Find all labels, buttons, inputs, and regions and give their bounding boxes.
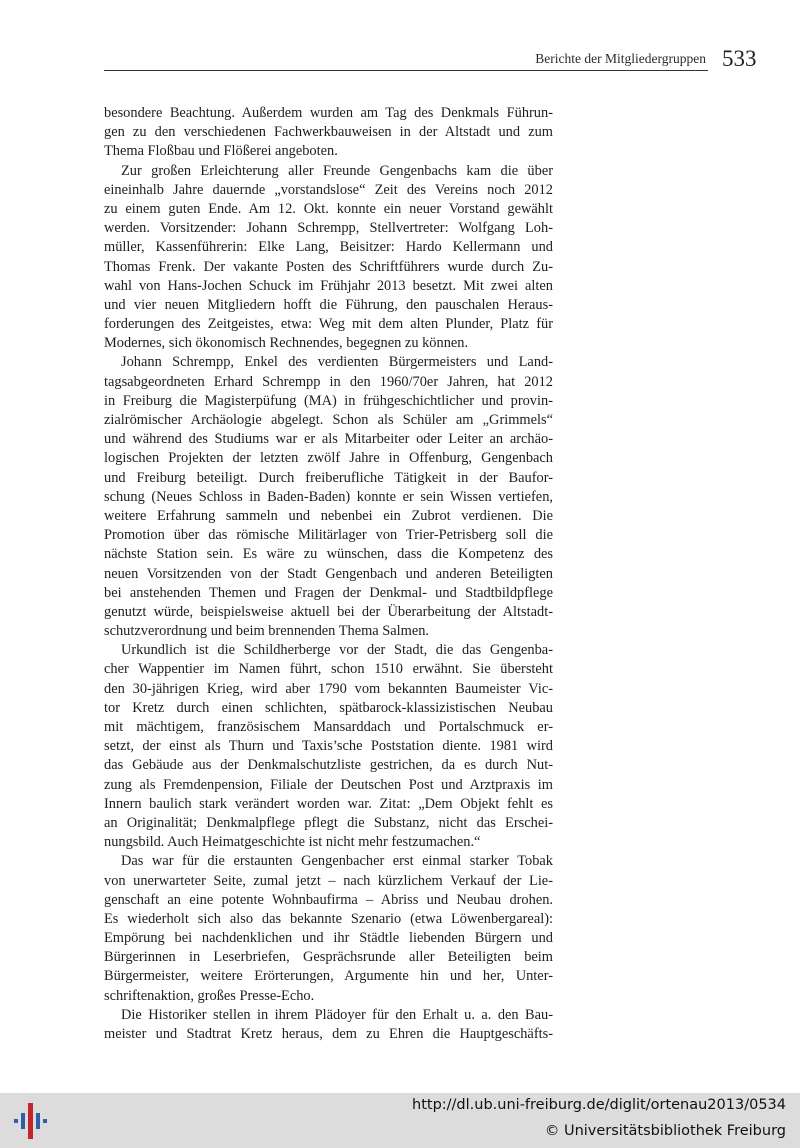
text-line: genutzt würde, beispielsweise aktuell bei der Überarbeitung der Altstadt-: [104, 603, 553, 620]
running-head: Berichte der Mitgliedergruppen: [535, 51, 706, 66]
body-text: [104, 104, 553, 1044]
footer-url-link[interactable]: http://dl.ub.uni-freiburg.de/diglit/ortenau2013/0534: [412, 1097, 786, 1113]
text-line: und während des Studiums war er als Mitarbeiter oder Leiter an archäo-: [104, 431, 553, 448]
ub-freiburg-logo-icon: [12, 1101, 52, 1141]
text-line: Empörung bei nachdenklichen und ihr Städtle liebenden Bürgern und: [104, 930, 553, 947]
text-line: zialrömischer Archäologie abgelegt. Schon als Schüler am „Grimmels“: [104, 412, 553, 428]
text-line: Die Historiker stellen in ihrem Plädoyer für den Erhalt u. a. den Bau-: [121, 1006, 553, 1023]
text-line: Das war für die erstaunten Gengenbacher erst einmal starker Tobak: [121, 853, 553, 870]
text-line: mit mächtigem, französischem Mansarddach und Portalschmuck er-: [104, 719, 553, 735]
text-line: Johann Schrempp, Enkel des verdienten Bürgermeisters und Land-: [121, 354, 553, 371]
text-line: werden. Vorsitzender: Johann Schrempp, Stellvertreter: Wolfgang Loh-: [104, 220, 553, 237]
text-line: eineinhalb Jahre dauernde „vorstandslose“ Zeit des Vereins noch 2012: [104, 181, 553, 198]
footer-copyright: © Universitätsbibliothek Freiburg: [544, 1123, 786, 1139]
text-line: und vier neuen Mitgliedern hofft die Führung, den pauschalen Heraus-: [104, 296, 553, 313]
text-line: müller, Kassenführerin: Elke Lang, Beisitzer: Hardo Kellermann und: [104, 239, 553, 256]
header-rule: [104, 70, 708, 71]
text-line: Bürgermeister, weitere Erörterungen, Argumente hin und her, Unter-: [104, 968, 553, 985]
text-line: an Originalität; Denkmalpflege pflegt die Substanz, nicht das Erschei-: [104, 814, 553, 831]
text-line: tor Kretz durch einen schlichten, spätbarock-klassizistischen Neubau: [104, 699, 553, 716]
text-line: nächste Station sein. Es wäre zu wünschen, dass die Kompetenz des: [104, 546, 553, 563]
page-number: 533: [722, 46, 757, 71]
text-line: tagsabgeordneten Erhard Schrempp in den 1960/70er Jahren, hat 2012: [104, 373, 553, 390]
text-line: Innern baulich stark verändert worden war. Zitat: „Dem Objekt fehlt es: [104, 795, 553, 812]
text-line: zung als Fremdenpension, Filiale der Deutschen Post und Arztpraxis im: [104, 776, 553, 793]
text-line: setzt, der einst als Thurn und Taxis’sche Poststation diente. 1981 wird: [104, 738, 553, 755]
text-line: schung (Neues Schloss in Baden-Baden) konnte er sein Wissen vertiefen,: [104, 488, 553, 505]
text-line: Zur großen Erleichterung aller Freunde Gengenbachs kam die über: [121, 162, 553, 179]
text-line: schriftenaktion, großes Presse-Echo.: [104, 987, 315, 1004]
text-line: Urkundlich ist die Schildherberge vor der Stadt, die das Gengenba-: [121, 642, 553, 659]
text-line: Bürgerinnen in Leserbriefen, Gesprächsrunde aller Beteiligten beim: [104, 949, 553, 966]
text-line: gen zu den verschiedenen Fachwerkbauweisen in der Altstadt und zum: [104, 124, 553, 141]
text-line: bei anstehenden Themen und Fragen der Denkmal- und Stadtbildpflege: [104, 584, 553, 601]
text-line: schutzverordnung und beim brennenden Thema Salmen.: [104, 623, 430, 640]
text-line: nungsbild. Auch Heimatgeschichte ist nicht mehr festzumachen.“: [104, 834, 481, 851]
text-line: meister und Stadtrat Kretz heraus, dem zu Ehren die Hauptgeschäfts-: [104, 1026, 553, 1042]
text-line: Es wiederholt sich also das bekannte Szenario (etwa Löwenbergareal):: [104, 910, 553, 927]
text-line: Promotion über das römische Militärlager von Trier-Petrisberg soll die: [104, 527, 553, 544]
text-line: logischen Projekten der letzten zwölf Jahre in Offenburg, Gengenbach: [104, 450, 553, 467]
text-line: forderungen des Zeitgeistes, etwa: Weg mit dem alten Plunder, Platz für: [104, 316, 553, 333]
text-line: von unerwarteter Seite, zumal jetzt – nach kürzlichem Verkauf der Lie-: [104, 872, 553, 889]
text-line: zu einem guten Ende. Am 12. Okt. konnte ein neuer Vorstand gewählt: [104, 200, 553, 217]
text-line: wahl von Hans-Jochen Schuck im Frühjahr 2013 besetzt. Mit zwei alten: [104, 277, 553, 294]
footer-bar: [0, 1093, 800, 1148]
text-line: weitere Erfahrung sammeln und nebenbei ein Zubrot verdienen. Die: [104, 507, 553, 524]
text-line: besondere Beachtung. Außerdem wurden am Tag des Denkmals Führun-: [104, 105, 553, 121]
text-line: Thema Floßbau und Flößerei angeboten.: [104, 143, 338, 160]
text-line: Modernes, sich ökonomisch Rechnendes, begegnen zu können.: [104, 335, 469, 352]
text-line: genschaft an eine potente Wohnbaufirma – Abriss und Neubau drohen.: [104, 891, 553, 908]
text-line: cher Wappentier im Namen führt, schon 1510 erwähnt. Sie übersteht: [104, 661, 553, 678]
text-line: und Freiburg beteiligt. Durch freiberufliche Tätigkeit in der Baufor-: [104, 469, 553, 486]
text-line: den 30-jährigen Krieg, wird aber 1790 vom bekannten Baumeister Vic-: [104, 680, 553, 697]
text-line: neuen Vorsitzenden von der Stadt Gengenbach und anderen Beteiligten: [104, 565, 553, 582]
text-line: Thomas Frenk. Der vakante Posten des Schriftführers wurde durch Zu-: [104, 258, 553, 275]
text-line: in Freiburg die Magisterpüfung (MA) in frühgeschichtlicher und provin-: [104, 392, 553, 409]
text-line: das Gebäude aus der Denkmalschutzliste gestrichen, da es durch Nut-: [104, 757, 553, 774]
